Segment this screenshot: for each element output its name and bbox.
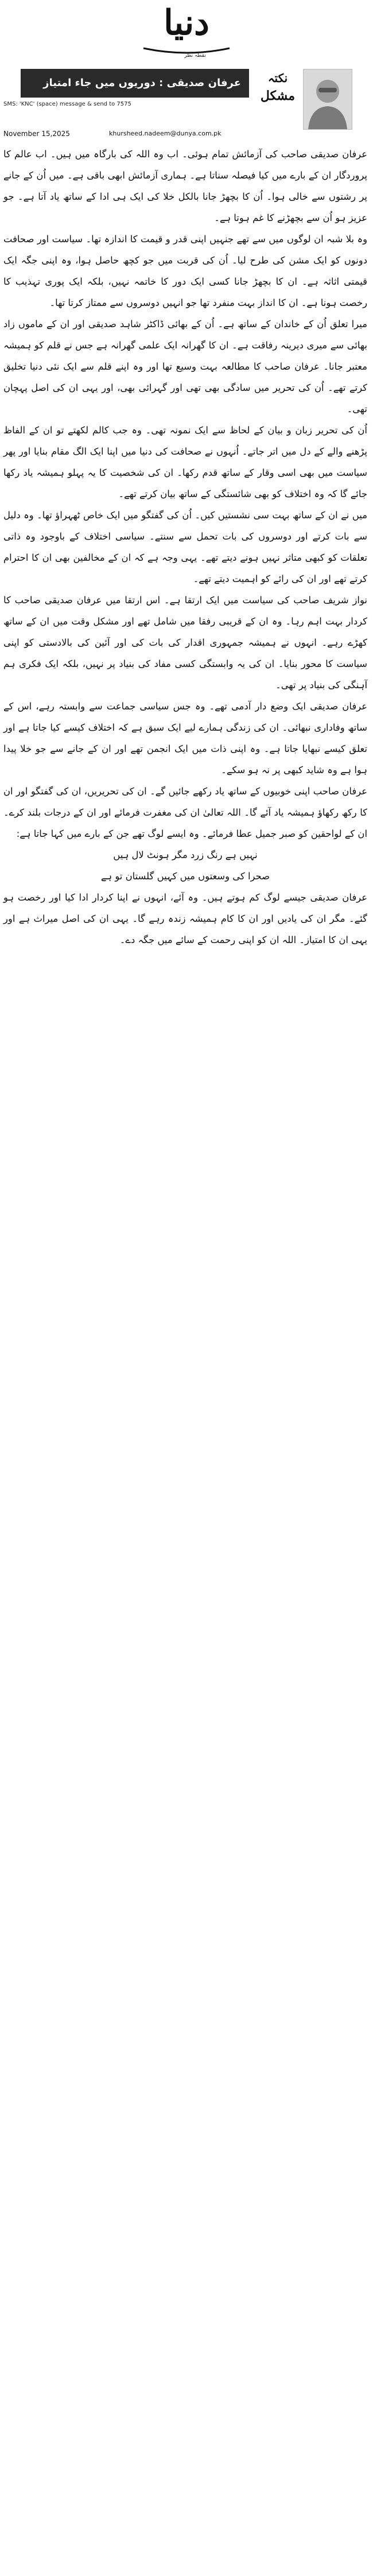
sms-line: SMS: 'KNC' (space) message & send to 7575 [3,101,131,107]
dunya-logo [132,1,241,59]
closing-paragraph: عرفان صدیقی جیسے لوگ کم ہوتے ہیں۔ وہ آئے، انہوں نے اپنا کردار ادا کیا اور رخصت ہو گئے۔ مگر ان کی یادیں اور ان کا کام ہمیشہ زندہ رہے گا۔ یہی ان کی اصل میراث ہے اور یہی ان کا امتیاز۔ اللہ ان کو اپنی رحمت کے سائے میں جگہ دے۔ [3,892,367,945]
portrait-icon [304,69,352,129]
publish-date: November 15,2025 [3,130,70,138]
paragraph: میں نے ان کے ساتھ بہت سی نشستیں کیں۔ اُن کی گفتگو میں ایک خاص ٹھہراؤ تھا۔ وہ دلیل سے بات کرتے اور دوسروں کی بات تحمل سے سنتے۔ سیاسی اختلاف کے باوجود وہ ذاتی تعلقات کو کبھی متاثر نہیں ہونے دیتے تھے۔ یہی وجہ ہے کہ ان کے مخالفین بھی ان کا احترام کرتے تھے اور ان کی رائے کو اہمیت دیتے تھے۔ [3,510,367,584]
column-name-line2: مشکل [260,88,296,103]
logo-text: دنیا [164,3,209,43]
paragraph: عرفان صاحب اپنی خوبیوں کے ساتھ یاد رکھے جائیں گے۔ ان کی تحریریں، ان کی گفتگو اور ان کا رکھ رکھاؤ ہمیشہ یاد آئے گا۔ اللہ تعالیٰ ان کی مغفرت فرمائے اور ان کے درجات بلند کرے۔ ان کے لواحقین کو صبر جمیل عطا فرمائے۔ وہ ایسے لوگ تھے جن کے بارے میں کہا جاتا ہے: [3,786,367,839]
paragraph: اُن کی تحریر زبان و بیان کے لحاظ سے ایک نمونہ تھی۔ وہ جب کالم لکھتے تو ان کے الفاظ پڑھنے والے کے دل میں اتر جاتے۔ اُنہوں نے صحافت کی دنیا میں اپنا ایک الگ مقام بنایا اور پھر سیاست میں بھی اسی وقار کے ساتھ قدم رکھا۔ ان کی شخصیت کا یہ پہلو ہمیشہ یاد رکھا جائے گا کہ وہ اختلاف کو بھی شائستگی کے ساتھ بیان کرتے تھے۔ [3,425,367,499]
verse-line: نہیں ہے رنگ زرد مگر ہونٹ لال ہیں [113,849,258,860]
paragraph: عرفان صدیقی صاحب کی آزمائش تمام ہوئی۔ اب وہ اللہ کی بارگاہ میں ہیں۔ اب عالم کا پروردگار ان کے بارے میں کیا فیصلہ سناتا ہے۔ ہماری آزمائش ابھی باقی ہے۔ میں اُن کے جانے پر رشتوں سے خالی ہوا۔ اُن کا بچھڑ جانا بالکل خلا کی ایک ہی ادا کے ساتھ یاد آتا ہے۔ جو عزیز ہو اُن سے بچھڑنے کا غم ہوتا ہے۔ [3,149,367,223]
masthead [0,0,373,68]
column-title: عرفان صدیقی : دوریوں میں جاء امتیاز [43,77,241,89]
author-label: نقطہ نظر [184,53,206,59]
verse-line: صحرا کی وسعتوں میں کہیں گلستان تو ہے [100,871,270,882]
paragraph: عرفان صدیقی ایک وضع دار آدمی تھے۔ وہ جس سیاسی جماعت سے وابستہ رہے، اس کے ساتھ وفاداری نبھائی۔ ان کی زندگی ہمارے لیے ایک سبق ہے کہ اختلاف کیسے کیا جاتا ہے اور تعلق کیسے نبھایا جاتا ہے۔ وہ اپنی ذات میں ایک انجمن تھے اور ان کے جانے سے جو خلا پیدا ہوا ہے وہ شاید کبھی پر نہ ہو سکے۔ [3,701,367,775]
column-name-line1: نکتہ [267,71,288,85]
paragraph: نواز شریف صاحب کی سیاست میں ایک ارتقا ہے۔ اس ارتقا میں عرفان صدیقی صاحب کا کردار بہت اہم رہا۔ وہ ان کے قریبی رفقا میں شامل تھے اور مشکل وقت میں ان کے ساتھ کھڑے رہے۔ انہوں نے ہمیشہ جمہوری اقدار کی بات کی اور آئین کی بالادستی کو اپنی سیاست کا محور بنایا۔ ان کی یہ وابستگی کسی مفاد کی بنیاد پر نہیں، بلکہ ایک فکری ہم آہنگی کی بنیاد پر تھی۔ [3,595,367,690]
paragraph: وہ بلا شبہ ان لوگوں میں سے تھے جنہیں اپنی قدر و قیمت کا اندازہ تھا۔ سیاست اور صحافت دونوں کو ایک مشن کی طرح لیا۔ اُن کی قربت میں جو کچھ حاصل ہوا، وہ اپنی جگہ ایک قیمتی اثاثہ ہے۔ ان کا بچھڑ جانا کسی ایک دور کا خاتمہ نہیں، بلکہ ایک پوری تہذیب کا رخصت ہونا ہے۔ ان کا انداز بہت منفرد تھا جو انہیں دوسروں سے ممتاز کرتا تھا۔ [3,234,367,308]
headline-bar [21,69,249,98]
author-portrait [303,69,352,130]
column-body [3,143,367,951]
paragraph: میرا تعلق اُن کے خاندان کے ساتھ ہے۔ اُن کے بھائی ڈاکٹر شاہد صدیقی اور ان کے ماموں زاد بھائی سے میری دیرینہ رفاقت ہے۔ ان کا گھرانہ ایک علمی گھرانہ ہے جس نے قلم کو ہمیشہ معتبر جانا۔ عرفان صاحب کا مطالعہ بہت وسیع تھا اور وہ اپنے قلم سے ایک نئی دنیا تخلیق کرتے تھے۔ اُن کی تحریر میں سادگی بھی تھی اور گہرائی بھی، اور یہی ان کی اصل پہچان تھی۔ [3,319,367,414]
author-email[interactable]: khursheed.nadeem@dunya.com.pk [109,130,222,137]
